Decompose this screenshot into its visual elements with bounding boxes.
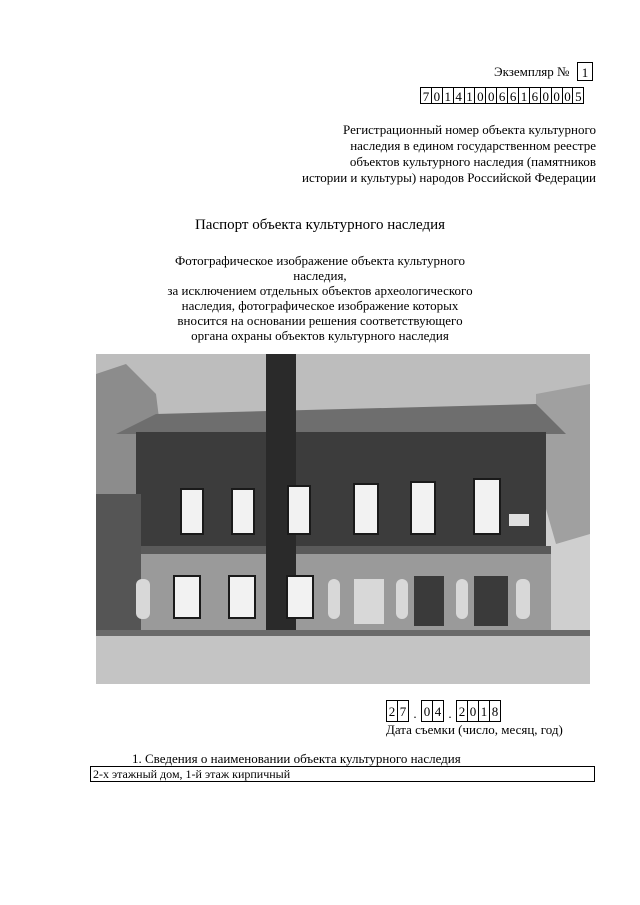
date-digit: 0 <box>467 700 479 722</box>
copy-label: Экземпляр № <box>494 64 570 79</box>
date-digit: 8 <box>489 700 501 722</box>
photo-date <box>386 700 501 722</box>
reg-digit: 1 <box>464 87 476 104</box>
reg-digit: 6 <box>507 87 519 104</box>
building-photo <box>96 354 590 684</box>
reg-digit: 0 <box>562 87 574 104</box>
registration-number <box>420 87 584 104</box>
registration-caption: Регистрационный номер объекта культурного наследия в едином государственном реестре объектов культурного наследия (памятников истории и культуры) народов Российской Федерации <box>302 122 596 185</box>
copy-number-box: 1 <box>577 62 593 81</box>
section-1-title: 1. Сведения о наименовании объекта культурного наследия <box>132 751 461 766</box>
date-digit: 7 <box>397 700 409 722</box>
date-digit: 2 <box>456 700 468 722</box>
photo-caption: Фотографическое изображение объекта культурного наследия, за исключением отдельных объектов археологического наследия, фотографическое изображение которых вносится на основании решения соответствующего органа охраны объектов культурного наследия <box>167 253 473 343</box>
date-separator: . <box>448 706 452 721</box>
reg-digit: 7 <box>420 87 432 104</box>
date-digit: 0 <box>421 700 433 722</box>
reg-digit: 6 <box>529 87 541 104</box>
section-1-value: 2-х этажный дом, 1-й этаж кирпичный <box>90 766 595 782</box>
reg-digit: 6 <box>496 87 508 104</box>
reg-digit: 1 <box>442 87 454 104</box>
page-title: Паспорт объекта культурного наследия <box>194 217 446 233</box>
reg-digit: 5 <box>572 87 584 104</box>
reg-digit: 0 <box>474 87 486 104</box>
date-separator: . <box>413 706 417 721</box>
reg-digit: 0 <box>431 87 443 104</box>
reg-digit: 1 <box>518 87 530 104</box>
reg-digit: 0 <box>540 87 552 104</box>
reg-digit: 4 <box>453 87 465 104</box>
date-digit: 4 <box>432 700 444 722</box>
reg-digit: 0 <box>485 87 497 104</box>
photo-date-caption: Дата съемки (число, месяц, год) <box>386 722 563 737</box>
date-digit: 2 <box>386 700 398 722</box>
date-digit: 1 <box>478 700 490 722</box>
reg-digit: 0 <box>551 87 563 104</box>
